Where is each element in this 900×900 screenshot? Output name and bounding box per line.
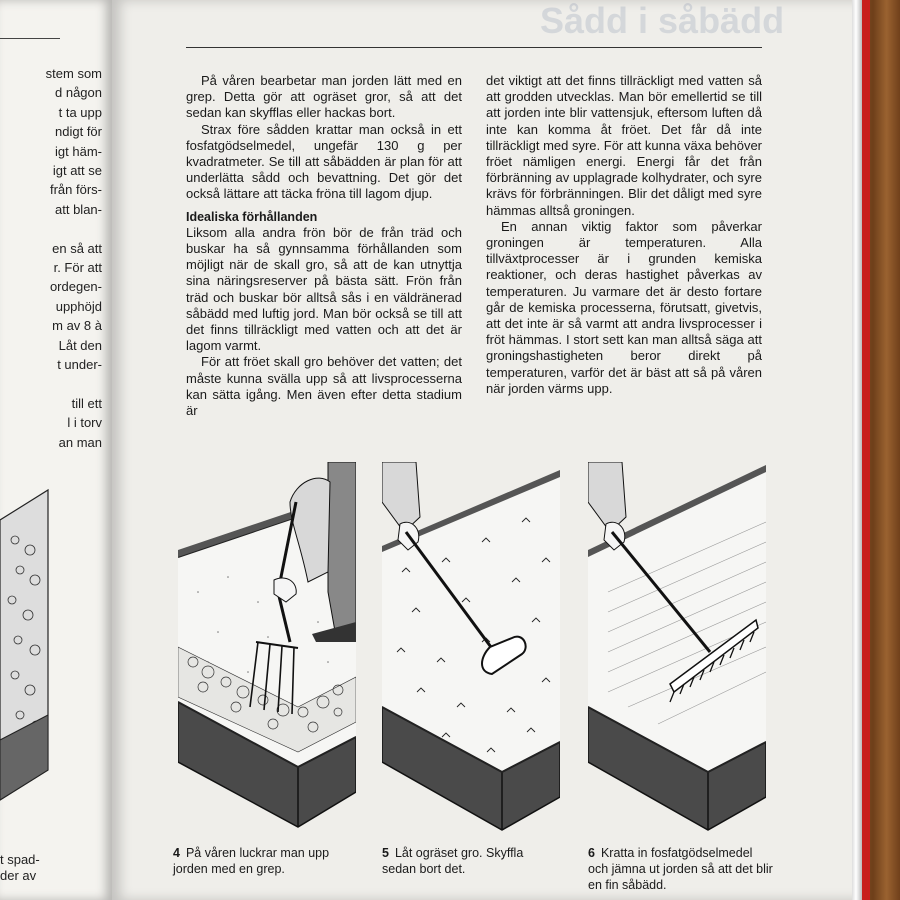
left-line: att blan- (55, 201, 102, 217)
left-line: l i torv (67, 415, 102, 431)
illustration-raking (588, 462, 766, 834)
left-caption-line: t spad- (0, 852, 40, 867)
left-line: stem som (45, 66, 102, 81)
left-line: igt att se (52, 163, 102, 179)
left-page-rule (0, 38, 60, 39)
left-line: en så att (52, 240, 102, 256)
left-line: ndigt för (55, 124, 102, 140)
header-rule (186, 47, 762, 48)
left-page-caption (0, 852, 40, 884)
figure-number: 4 (173, 846, 180, 860)
left-line-blank (2, 219, 102, 238)
left-caption-line: der av (0, 868, 37, 883)
figure-number: 6 (588, 846, 595, 860)
text-column-2 (486, 73, 762, 397)
page-edge (852, 0, 862, 900)
caption-text: Kratta in fosfatgödselmedel och jämna ut jorden så att det blir en fin såbädd. (588, 846, 773, 893)
caption-text: På våren luckrar man upp jorden med en grep. (173, 846, 330, 877)
left-page-illustration (0, 480, 50, 810)
left-line: d någon (55, 85, 102, 101)
left-page-text (2, 64, 102, 452)
left-line: upphöjd (55, 298, 102, 314)
figure-number: 5 (382, 846, 389, 860)
paragraph: Strax före sådden krattar man också in ett fosfatgödselmedel, ungefär 130 g per kvadratmeter. Se till att såbädden är plan för att underlätta sådd och bevattning. Det gör det också lättare att täcka fröna till lagom djup. (186, 121, 462, 202)
left-line: r. För att (53, 260, 102, 276)
left-line-blank (2, 375, 102, 394)
illustration-fork-digging (178, 462, 356, 834)
paragraph: På våren bearbetar man jorden lätt med en grep. Detta gör att ogräset gror, så att det sedan kan skyfflas eller hackas bort. (186, 73, 462, 121)
page-title-show-through: Sådd i såbädd (540, 0, 785, 41)
left-line: Låt den (58, 337, 102, 353)
figure-caption-4 (173, 845, 353, 877)
figure-caption-6 (588, 845, 773, 894)
paragraph: För att fröet skall gro behöver det vatten; det måste kunna svälla upp så att livsprocesserna kan sätta igång. Men även efter detta stadium är (186, 354, 462, 419)
paragraph: Liksom alla andra frön bör de från träd och buskar ha så gynnsamma förhållanden som möjligt när de skall gro, så att de kan utnyttja sina näringsreserver på bästa sätt. Frön från träd och buskar bör alltså sås i en väldränerad såbädd med luftig jord. Man bör också se till att det finns tillräckligt med vatten och att det är lagom varmt. (186, 224, 462, 354)
book-cover-edge (862, 0, 870, 900)
paragraph: En annan viktig faktor som påverkar groningen är temperaturen. Alla tillväxtprocesser är i grunden kemiska reaktioner, och deras hastighet påverkas av temperaturen. Ju varmare det är desto fortare går de kemiska processerna, förutsatt, givetvis, att det inte är så varmt att andra livsprocesser i fröt hämmas. I stort sett kan man alltså säga att groningshastigheten beror direkt på temperaturen, varför det är bäst att så på våren när jorden värms upp. (486, 218, 762, 396)
caption-text: Låt ogräset gro. Skyffla sedan bort det. (382, 846, 524, 877)
left-line: igt häm- (55, 143, 102, 159)
illustration-hoeing-weeds (382, 462, 560, 834)
left-line: t ta upp (58, 104, 102, 120)
left-line: till ett (71, 395, 102, 411)
left-line: an man (58, 434, 102, 450)
left-page (0, 0, 112, 900)
left-line: från förs- (49, 182, 102, 198)
left-line: m av 8 à (52, 318, 102, 334)
text-column-1 (186, 73, 462, 419)
figure-caption-5 (382, 845, 542, 877)
left-line: t under- (57, 357, 102, 373)
paragraph: det viktigt att det finns tillräckligt med vatten så att grodden utvecklas. Man bör emellertid se till att jorden inte blir vattensjuk, eftersom luften då inte kan komma åt fröet. Det får då inte tillräckligt med syre. För att kunna växa behöver fröet nämligen energi. Energi får det från förbränning av upplagrade kolhydrater, och syre krävs för förbränningen. Blir det dåligt med syre hämmas alltså groningen. (486, 73, 763, 218)
left-line: ordegen- (49, 279, 102, 295)
section-heading: Idealiska förhållanden (186, 209, 318, 224)
